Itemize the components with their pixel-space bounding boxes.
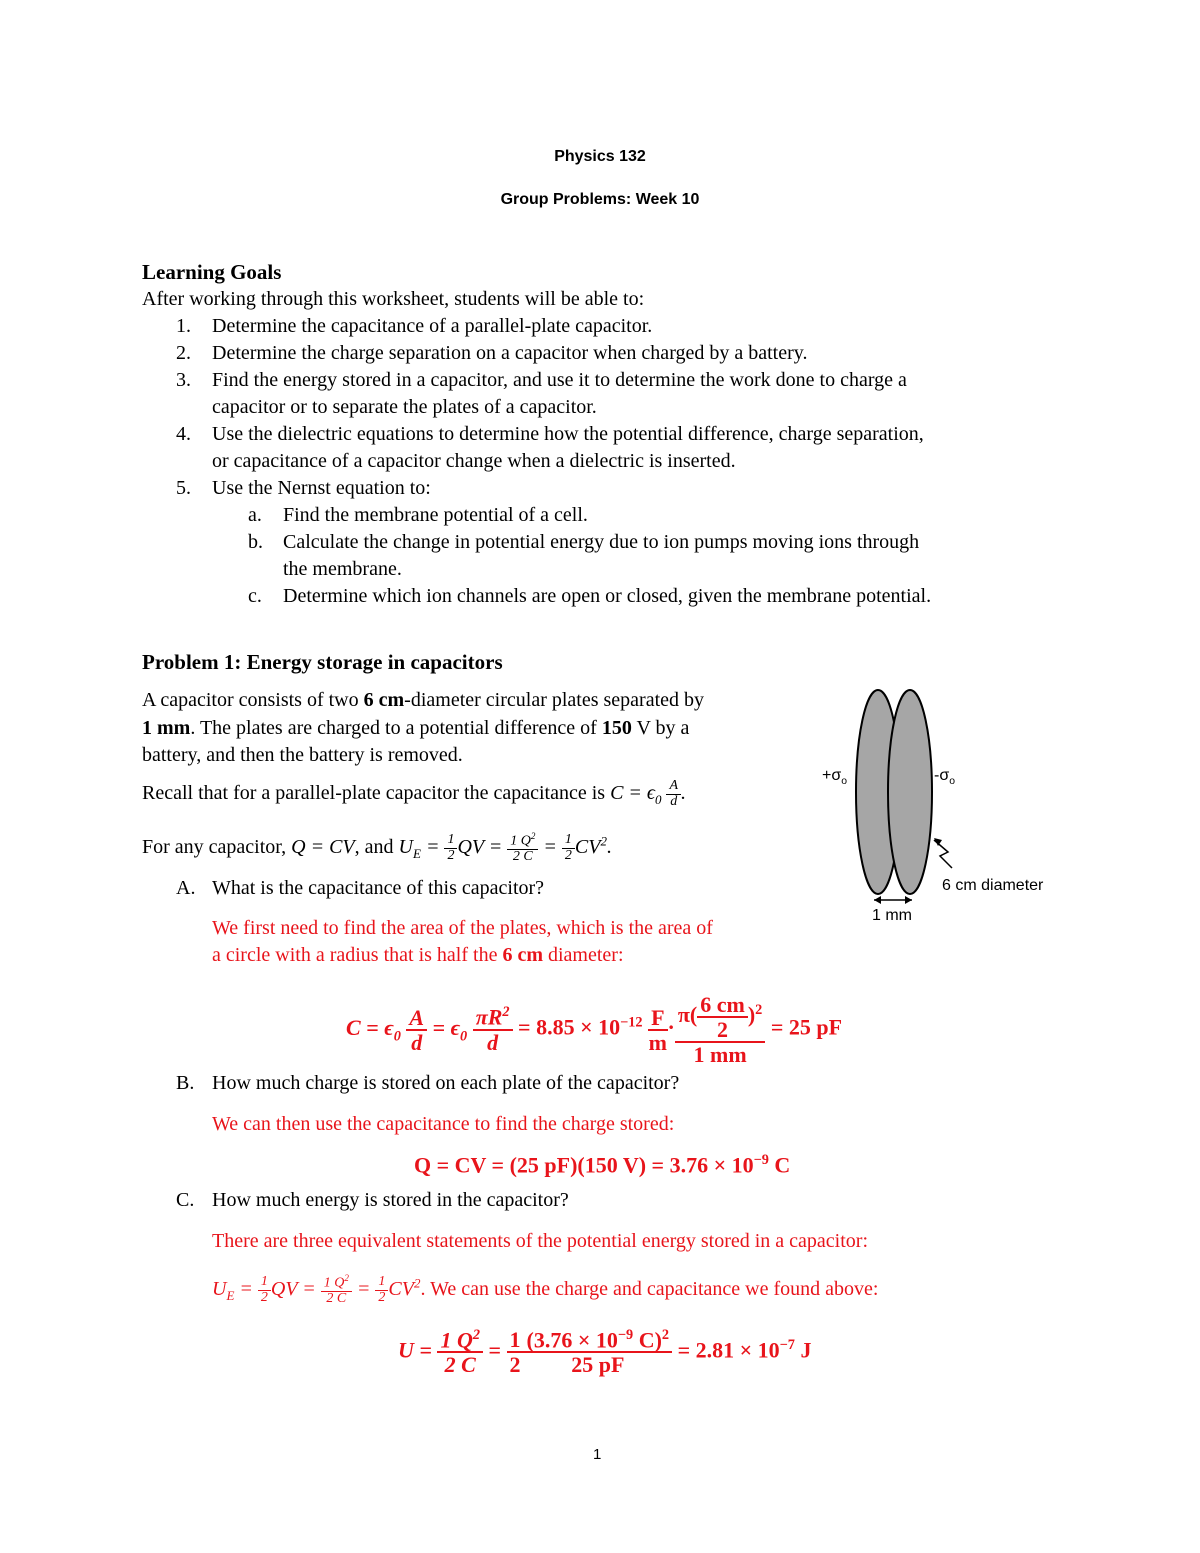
problem-intro-line: battery, and then the battery is removed. <box>142 744 463 766</box>
subgoal-text: Find the membrane potential of a cell. <box>283 504 588 526</box>
equation-text: Q = CV = (25 pF)(150 V) = 3.76 × 10 <box>414 1152 754 1178</box>
answer-text: There are three equivalent statements of the potential energy stored in a capacitor: <box>212 1230 869 1252</box>
worksheet-subtitle: Group Problems: Week 10 <box>500 191 700 208</box>
recall-line <box>142 779 686 809</box>
formula-capacitance: $C = \epsilon_0$ $\frac{A}{d}$ . <box>610 778 687 809</box>
energy-equation: U = $\frac{1 Q^2}{2 C}$ = $\frac{1}{2}$ $\frac{(3.76 \times 10^{-9} C)^2}{25 pF}$ = $2.81 \times 10^{-7}$ J <box>398 1327 812 1378</box>
subgoal-letter: c. <box>248 585 262 607</box>
equation-result: = 2.81 × 10 <box>677 1337 780 1363</box>
label-subscript: o <box>949 776 955 788</box>
unit: J <box>794 1337 812 1363</box>
goal-text: Find the energy stored in a capacitor, and use it to determine the work done to charge a <box>212 369 907 391</box>
text-run: -diameter circular plates separated by <box>404 689 705 711</box>
label-text: +σ <box>822 767 842 784</box>
inner-numerator: 6 cm <box>697 993 748 1018</box>
equation-result: = 25 pF <box>770 1014 843 1040</box>
minus-charge-label <box>934 768 955 788</box>
learning-goals-heading: Learning Goals <box>142 260 282 284</box>
unit-denominator: m <box>648 1029 667 1055</box>
goal-number: 1. <box>176 315 191 337</box>
answer-text: We can then use the capacitance to find the charge stored: <box>212 1113 675 1135</box>
subgoal-text: Calculate the change in potential energy due to ion pumps moving ions through <box>283 531 920 553</box>
exponent: −7 <box>779 1336 795 1353</box>
gap-label: 1 mm <box>872 907 912 924</box>
goal-text-cont: or capacitance of a capacitor change when a dielectric is inserted. <box>212 450 736 472</box>
text-run: diameter: <box>543 944 624 966</box>
problem-intro-line <box>142 690 704 710</box>
answer-text <box>212 945 624 965</box>
text-run: , and <box>354 836 399 859</box>
separation-value: 1 mm <box>142 717 191 739</box>
answer-text <box>212 1274 878 1307</box>
voltage-value: 150 <box>601 717 632 739</box>
goal-text-cont: capacitor or to separate the plates of a capacitor. <box>212 396 597 418</box>
part-question: How much energy is stored in the capacitor? <box>212 1189 569 1211</box>
plus-charge-label <box>822 768 847 788</box>
part-question: What is the capacitance of this capacitor? <box>212 877 545 899</box>
part-letter: A. <box>176 877 196 899</box>
equation-denominator: 25 pF <box>571 1352 625 1378</box>
text-run: V by a <box>631 717 690 739</box>
text-run: a circle with a radius that is half the <box>212 944 503 966</box>
numerator-text: (3.76 × 10 <box>526 1327 618 1353</box>
subgoal-text-cont: the membrane. <box>283 558 402 580</box>
arrow-left-icon <box>874 896 881 904</box>
goal-number: 2. <box>176 342 191 364</box>
text-run: A capacitor consists of two <box>142 689 364 711</box>
equation-denominator: 1 mm <box>693 1042 747 1068</box>
diameter-pointer <box>934 840 952 868</box>
text-run: . We can use the charge and capacitance we found above: <box>420 1278 879 1301</box>
learning-goals-intro: After working through this worksheet, students will be able to: <box>142 288 645 310</box>
negative-plate <box>888 690 932 894</box>
text-run: . The plates are charged to a potential difference of <box>190 717 602 739</box>
inner-denominator: 2 <box>717 1017 729 1043</box>
numerator-tail: C) <box>633 1327 662 1353</box>
part-letter: B. <box>176 1072 195 1094</box>
label-subscript: o <box>841 776 847 788</box>
capacitance-equation: $C = \epsilon_0$ $\frac{A}{d}$ = $\epsilon_0$ $\frac{\pi R^2}{d}$ = $8.85 \times 10^{-12}$ $\frac{F}{m}$ · π( $\frac{6 cm}{2}$ )$^2$ 1 mm = 25 pF <box>346 992 843 1068</box>
goal-number: 5. <box>176 477 191 499</box>
subgoal-text: Determine which ion channels are open or closed, given the membrane potential. <box>283 585 932 607</box>
charge-equation <box>414 1153 790 1176</box>
answer-text: We first need to find the area of the plates, which is the area of <box>212 917 713 939</box>
diameter-label: 6 cm diameter <box>942 877 1044 894</box>
formula-q: Q = CV <box>291 836 355 859</box>
text-run: Recall that for a parallel-plate capacitor the capacitance is <box>142 781 611 804</box>
diameter-value: 6 cm <box>363 689 405 711</box>
for-any-line <box>142 832 612 865</box>
page-number: 1 <box>593 1446 602 1463</box>
label-text: -σ <box>934 767 950 784</box>
goal-text: Use the dielectric equations to determine how the potential difference, charge separation, <box>212 423 924 445</box>
unit: C <box>768 1152 791 1178</box>
exponent: −9 <box>617 1327 634 1343</box>
equation-coefficient: = 8.85 × 10 <box>518 1014 621 1040</box>
part-question: How much charge is stored on each plate of the capacitor? <box>212 1072 680 1094</box>
formula-energy: $U_E$ = $\frac{1}{2}$ QV = $\frac{1 Q^2}{2 C}$ = $\frac{1}{2}$ $CV^2$ <box>212 1273 421 1307</box>
goal-number: 3. <box>176 369 191 391</box>
fraction: $\frac{A}{d}$ <box>666 779 681 809</box>
exponent: −12 <box>620 1014 643 1031</box>
text-run: For any capacitor, <box>142 836 292 859</box>
goal-number: 4. <box>176 423 191 445</box>
subgoal-letter: a. <box>248 504 262 526</box>
goal-text: Determine the charge separation on a capacitor when charged by a battery. <box>212 342 808 364</box>
exponent: −9 <box>753 1152 769 1168</box>
arrow-right-icon <box>905 896 912 904</box>
course-title: Physics 132 <box>554 148 646 165</box>
goal-text: Determine the capacitance of a parallel-plate capacitor. <box>212 315 653 337</box>
unit-numerator: F <box>648 1006 667 1031</box>
subgoal-letter: b. <box>248 531 263 553</box>
part-letter: C. <box>176 1189 195 1211</box>
diameter-value: 6 cm <box>502 944 543 966</box>
problem-heading: Problem 1: Energy storage in capacitors <box>142 650 503 674</box>
goal-text: Use the Nernst equation to: <box>212 477 431 499</box>
problem-intro-line <box>142 718 689 738</box>
formula-energy: $U_E$ = $\frac{1}{2}$ QV = $\frac{1 Q^2}{2 C}$ = $\frac{1}{2}$ $CV^2$. <box>398 831 612 865</box>
